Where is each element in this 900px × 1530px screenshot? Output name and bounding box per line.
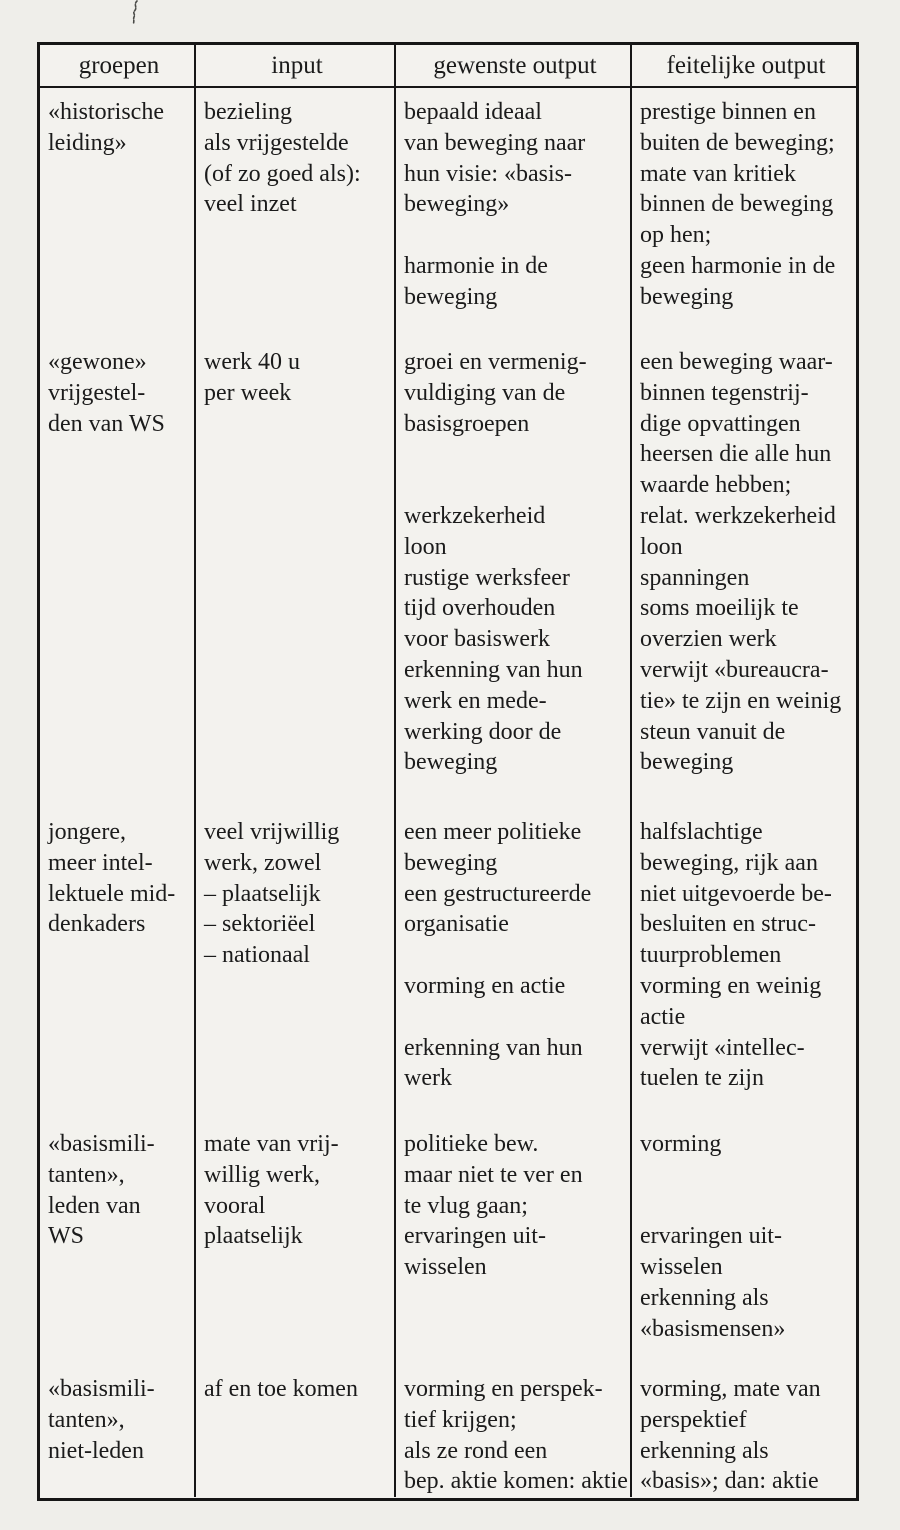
text-line: als ze rond een: [404, 1437, 548, 1464]
text-line: «basismili-: [48, 1131, 155, 1157]
text-line: actie: [640, 1003, 686, 1030]
text-line: mate van vrij-: [204, 1131, 339, 1157]
groups-input-output-table: [37, 42, 859, 1501]
cell-groepen: [40, 813, 194, 1125]
text-line: maar niet te ver en: [404, 1161, 583, 1188]
text-line: tanten»,: [48, 1406, 125, 1433]
text-line: loon: [640, 533, 683, 560]
text-line: vrijgestel-: [48, 379, 146, 406]
text-line: wisselen: [404, 1254, 487, 1281]
text-line: vuldiging van de: [404, 379, 566, 406]
table-row-basismilitanten-leden: [40, 1125, 856, 1370]
text-line: binnen de beweging: [640, 191, 834, 218]
text-line: «basis»; dan: aktie: [640, 1468, 819, 1495]
cell-gewenste-output: [394, 1125, 630, 1370]
table-row-basismilitanten-niet-leden: [40, 1370, 856, 1497]
text-line: waarde hebben;: [640, 472, 792, 499]
cell-gewenste-output: [394, 813, 630, 1125]
text-line: vorming en perspek-: [404, 1376, 603, 1402]
text-line: werk, zowel: [204, 849, 322, 876]
table-row-jongere-middenkaders: [40, 813, 856, 1125]
text-line: beweging: [404, 283, 498, 310]
table-row-gewone-vrijgestelden: [40, 343, 856, 813]
text-line: [404, 1002, 626, 1033]
text-line: lektuele mid-: [48, 880, 176, 907]
text-line: willig werk,: [204, 1161, 320, 1188]
cell-groepen: [40, 343, 194, 813]
pen-squiggle-icon: [126, 0, 146, 26]
text-line: bep. aktie komen: aktie: [404, 1468, 628, 1495]
text-line: buiten de beweging;: [640, 129, 835, 156]
cell-input: [194, 1125, 394, 1370]
header-feitelijke-output: feitelijke output: [630, 45, 856, 86]
text-line: ervaringen uit-: [404, 1223, 546, 1250]
text-line: denkaders: [48, 911, 146, 938]
text-line: beweging: [404, 849, 498, 876]
text-line: op hen;: [640, 222, 712, 249]
text-line: tuelen te zijn: [640, 1065, 764, 1092]
text-line: [404, 470, 626, 501]
text-line: tuurproblemen: [640, 942, 782, 969]
text-line: spanningen: [640, 564, 750, 591]
text-line: dige opvattingen: [640, 410, 801, 437]
cell-feitelijke-output: [630, 343, 856, 813]
text-line: niet uitgevoerde be-: [640, 880, 832, 907]
text-line: jongere,: [48, 819, 126, 845]
text-line: WS: [48, 1223, 84, 1250]
text-line: geen harmonie in de: [640, 252, 836, 279]
text-line: [404, 940, 626, 971]
text-line: erkenning van hun: [404, 1034, 583, 1061]
cell-feitelijke-output: [630, 813, 856, 1125]
text-line: als vrijgestelde: [204, 129, 349, 156]
text-line: een beweging waar-: [640, 349, 833, 375]
text-line: tanten»,: [48, 1161, 125, 1188]
cell-feitelijke-output: [630, 88, 856, 343]
cell-input: [194, 88, 394, 343]
header-input: input: [194, 45, 394, 86]
text-line: tief krijgen;: [404, 1406, 517, 1433]
table-header-row: [40, 45, 856, 88]
text-line: groei en vermenig-: [404, 349, 587, 375]
text-line: werk en mede-: [404, 687, 547, 714]
text-line: overzien werk: [640, 626, 777, 653]
text-line: – plaatselijk: [204, 880, 321, 907]
text-line: basisgroepen: [404, 410, 530, 437]
cell-input: [194, 343, 394, 813]
text-line: besluiten en struc-: [640, 911, 816, 938]
text-line: werk: [404, 1065, 452, 1092]
cell-input: [194, 1370, 394, 1497]
text-line: [640, 1160, 852, 1191]
text-line: vorming: [640, 1131, 722, 1157]
text-line: wisselen: [640, 1254, 723, 1281]
text-line: loon: [404, 533, 447, 560]
text-line: tie» te zijn en weinig: [640, 687, 842, 714]
text-line: meer intel-: [48, 849, 153, 876]
text-line: van beweging naar: [404, 129, 586, 156]
text-line: «basismensen»: [640, 1315, 786, 1342]
text-line: bezieling: [204, 99, 292, 125]
header-groepen: groepen: [78, 52, 160, 79]
cell-feitelijke-output: [630, 1125, 856, 1370]
cell-groepen: [40, 88, 194, 343]
text-line: binnen tegenstrij-: [640, 379, 809, 406]
text-line: plaatselijk: [204, 1223, 303, 1250]
text-line: «basismili-: [48, 1376, 155, 1402]
text-line: tijd overhouden: [404, 595, 556, 622]
cell-gewenste-output: [394, 343, 630, 813]
text-line: mate van kritiek: [640, 160, 796, 187]
text-line: den van WS: [48, 410, 165, 437]
text-line: perspektief: [640, 1406, 747, 1433]
text-line: per week: [204, 379, 292, 406]
text-line: niet-leden: [48, 1437, 144, 1464]
text-line: – nationaal: [204, 942, 310, 969]
text-line: – sektoriëel: [204, 911, 316, 938]
text-line: af en toe komen: [204, 1376, 358, 1402]
text-line: heersen die alle hun: [640, 441, 832, 468]
text-line: beweging, rijk aan: [640, 849, 818, 876]
text-line: [404, 220, 626, 251]
cell-input: [194, 813, 394, 1125]
text-line: [404, 439, 626, 470]
text-line: beweging: [640, 283, 734, 310]
text-line: leden van: [48, 1192, 141, 1219]
text-line: soms moeilijk te: [640, 595, 799, 622]
text-line: relat. werkzekerheid: [640, 502, 836, 529]
text-line: werking door de: [404, 718, 562, 745]
text-line: beweging: [640, 749, 734, 776]
text-line: bepaald ideaal: [404, 99, 542, 125]
text-line: hun visie: «basis-: [404, 160, 572, 187]
text-line: harmonie in de: [404, 252, 548, 279]
text-line: werkzekerheid: [404, 502, 546, 529]
text-line: vorming en weinig: [640, 972, 822, 999]
text-line: [640, 1191, 852, 1222]
table-row-historische-leiding: [40, 88, 856, 343]
text-line: veel vrijwillig: [204, 819, 340, 845]
text-line: politieke bew.: [404, 1131, 539, 1157]
text-line: te vlug gaan;: [404, 1192, 528, 1219]
text-line: erkenning van hun: [404, 656, 583, 683]
text-line: verwijt «intellec-: [640, 1034, 805, 1061]
text-line: vorming, mate van: [640, 1376, 821, 1402]
text-line: verwijt «bureaucra-: [640, 656, 829, 683]
text-line: werk 40 u: [204, 349, 300, 375]
text-line: organisatie: [404, 911, 509, 938]
cell-gewenste-output: [394, 88, 630, 343]
cell-groepen: [40, 1125, 194, 1370]
text-line: erkenning als: [640, 1284, 769, 1311]
text-line: (of zo goed als):: [204, 160, 361, 187]
text-line: vorming en actie: [404, 972, 566, 999]
text-line: vooral: [204, 1192, 266, 1219]
header-gewenste-output: gewenste output: [394, 45, 630, 86]
text-line: beweging»: [404, 191, 510, 218]
text-line: halfslachtige: [640, 819, 763, 845]
text-line: steun vanuit de: [640, 718, 786, 745]
cell-feitelijke-output: [630, 1370, 856, 1497]
text-line: voor basiswerk: [404, 626, 550, 653]
text-line: een gestructureerde: [404, 880, 592, 907]
text-line: een meer politieke: [404, 819, 582, 845]
text-line: «gewone»: [48, 349, 147, 375]
text-line: beweging: [404, 749, 498, 776]
cell-gewenste-output: [394, 1370, 630, 1497]
text-line: erkenning als: [640, 1437, 769, 1464]
text-line: «historische: [48, 99, 164, 125]
cell-groepen: [40, 1370, 194, 1497]
text-line: veel inzet: [204, 191, 297, 218]
text-line: leiding»: [48, 129, 127, 156]
text-line: rustige werksfeer: [404, 564, 570, 591]
text-line: prestige binnen en: [640, 99, 816, 125]
text-line: ervaringen uit-: [640, 1223, 782, 1250]
